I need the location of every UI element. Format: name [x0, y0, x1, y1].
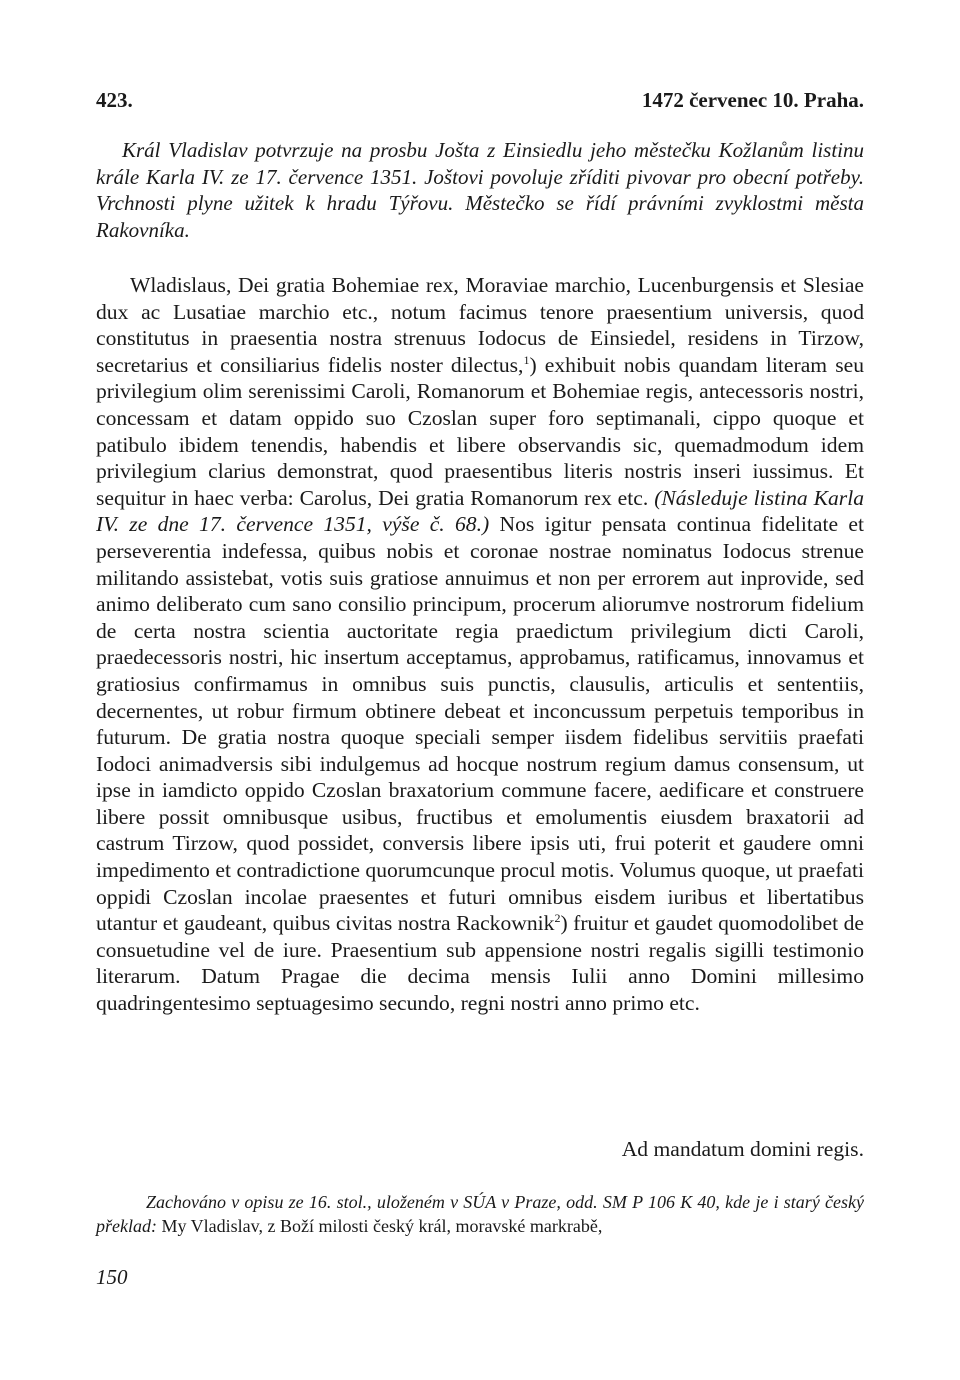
- document-number: 423.: [96, 88, 133, 112]
- page-number: 150: [96, 1265, 128, 1289]
- charter-text-part-1: Wladislaus, Dei gratia Bohemiae rex, Moraviae marchio, Lucenburgensis et Slesiae dux ac Lusatiae marchio etc., notum facimus tenore praesentium universis, quod constitutus in praesentia nostra strenuus Iodocus de Einsiedel, residens in Tirzow, secretarius et consiliarius fidelis noster dilectus,: [96, 273, 864, 377]
- charter-text-part-2: ) exhibuit nobis quandam literam seu privilegium olim serenissimi Caroli, Romanorum et Bohemiae regis, antecessoris nostri, concessam et datam oppido suo Czoslan super foro septimanali, cippo quoque et patibulo ibidem tenendis, habendis et libere observandis sic, quemadmodum idem privilegium clarius demonstrat, quod praesentibus literis nostris inseri iussimus. Et sequitur in haec verba: Carolus, Dei gratia Romanorum rex etc.: [96, 352, 865, 510]
- document-date-place: 1472 červenec 10. Praha.: [641, 88, 864, 112]
- editorial-insert-note: (Následuje listina Karla IV. ze dne 17. července 1351, výše č. 68.): [96, 485, 864, 537]
- archival-note-source: Zachováno v opisu ze 16. stol., uloženém v SÚA v Praze, odd. SM P 106 K 40, kde je i starý český překlad:: [96, 1192, 864, 1236]
- charter-text-part-4: ) fruitur et gaudet quomodolibet de consuetudine vel de iure. Praesentium sub appensione nostri regalis sigilli testimonio literarum. Datum Pragae die decima mensis Iulii anno Domini millesimo quadringentesimo septuagesimo secundo, regni nostri anno primo etc.: [96, 911, 864, 1016]
- page-header: [96, 88, 864, 113]
- charter-text-part-3: Nos igitur pensata continua fidelitate et perseverentia indefessa, quibus nobis et coronae nostrae nominatus Iodocus strenue militando assistebat, votis suis gratiose annuimus et non per errorem aut inprovide, sed animo deliberato cum sano consilio principum, procerum aliorumve nostrorum fidelium de certa nostra scientia auctoritate regia praedictum privilegium dicti Caroli, praedecessoris nostri, hic insertum acceptamus, approbamus, ratificamus, innovamus et gratiosius confirmamus in omnibus suis punctis, clausulis, articulis et sententiis, decernentes, ut robur firmum obtinere debeat et inconcussum perpetuis temporibus in futurum. De gratia nostra quoque speciali semper iisdem fidelibus servitiis praefati Iodoci animadversis sibi indulgemus ad hocque nostrum regium damus consensum, ut ipse in iamdicto oppido Czoslan braxatorium commune facere, aedificare et construere libere possit omnibusque usibus, fructibus et emolumentis eiusdem braxatorii ad castrum Tirzow, quod possidet, conversis libere ipsis uti, frui poterit et gaudere omni impedimento et contradictione quorumcunque procul motis. Volumus quoque, ut praefati oppidi Czoslan incolae praesentes et futuri omnibus eisdem iuribus et libertatibus utantur et gaudeant, quibus civitas nostra Rackownik: [96, 512, 864, 936]
- archival-note-translation: My Vladislav, z Boží milosti český král, moravské markrabě,: [156, 1216, 603, 1236]
- regest-summary: Král Vladislav potvrzuje na prosbu Jošta z Einsiedlu jeho městečku Kožlanům listinu krále Karla IV. ze 17. července 1351. Joštovi povoluje zříditi pivovar pro obecní potřeby. Vrchnosti plyne užitek k hradu Týřovu. Městečko se řídí právními zvyklostmi města Rakovníka.: [96, 138, 864, 242]
- charter-text: [96, 272, 864, 1017]
- archival-note: [96, 1190, 864, 1238]
- chancery-note: Ad mandatum domini regis.: [621, 1137, 864, 1161]
- footnote-marker-1: 1: [523, 352, 530, 367]
- footnote-marker-2: 2: [554, 911, 561, 926]
